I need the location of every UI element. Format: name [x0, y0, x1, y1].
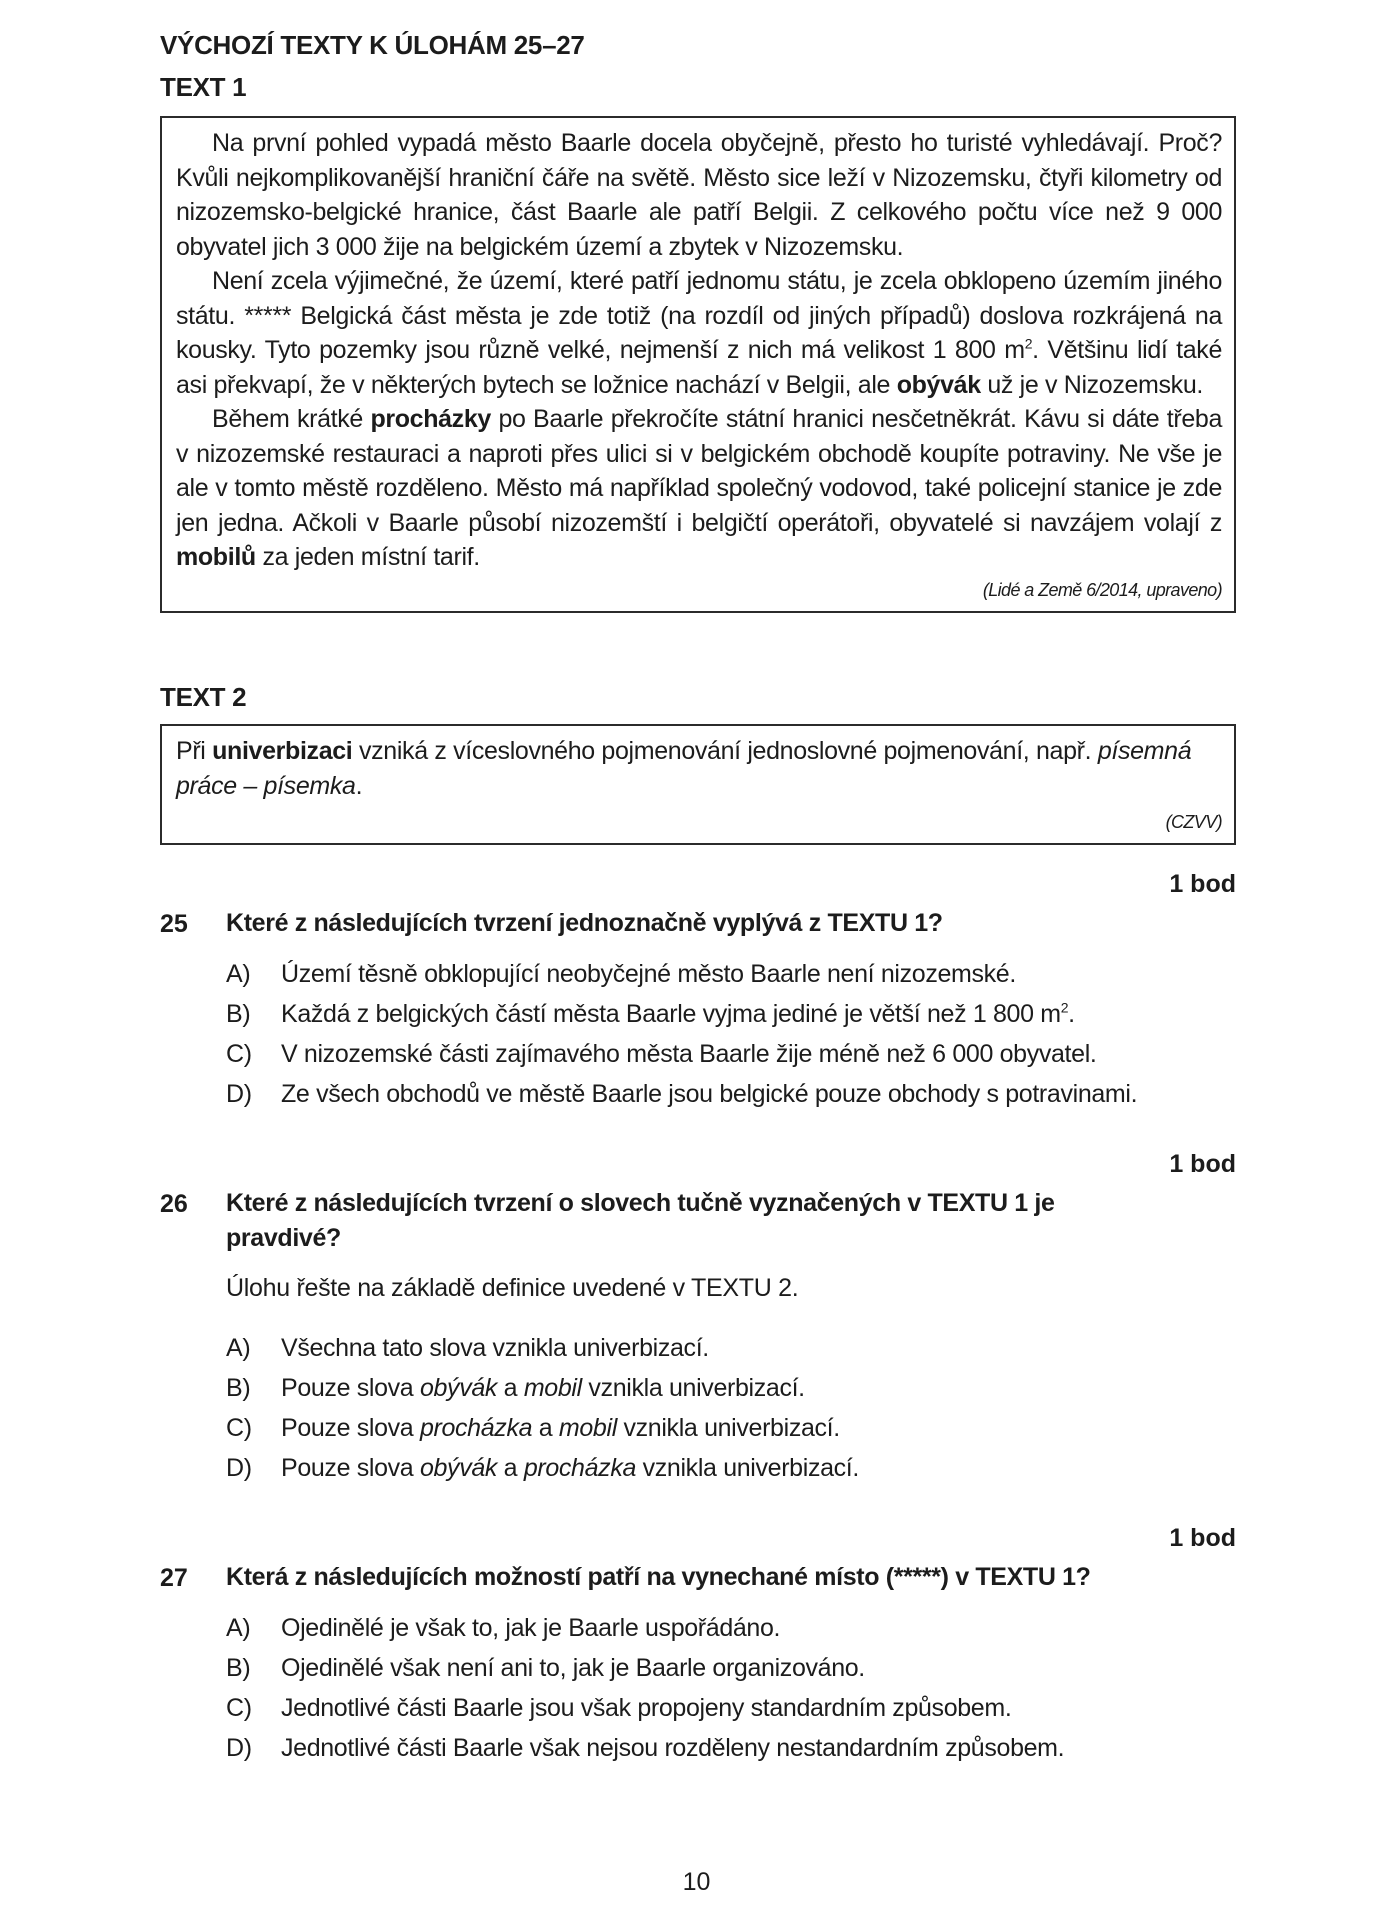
- text2-definition: Při univerbizaci vzniká z víceslovného pojmenování jednoslovné pojmenování, např. písemná práce – písemka.: [176, 737, 1192, 800]
- text2-source: (CZVV): [1165, 812, 1222, 832]
- bold-word-univerbizaci: univerbizaci: [212, 737, 353, 765]
- q25-option-a[interactable]: A) Území těsně obklopující neobyčejné město Baarle není nizozemské.: [226, 960, 1016, 988]
- section-title: VÝCHOZÍ TEXTY K ÚLOHÁM 25–27: [160, 30, 585, 60]
- q26-option-c[interactable]: C) Pouze slova procházka a mobil vznikla univerbizací.: [226, 1414, 840, 1442]
- bold-word-obyvak: obývák: [896, 370, 981, 399]
- q27-option-c[interactable]: C) Jednotlivé části Baarle jsou však propojeny standardním způsobem.: [226, 1694, 1012, 1722]
- bold-word-mobilu: mobilů: [176, 543, 256, 571]
- text1-label: TEXT 1: [160, 72, 247, 102]
- text1-paragraph-3: Během krátké procházky po Baarle překročíte státní hranici nesčetněkrát. Kávu si dáte třeba v nizozemské restauraci a naproti přes ulici si v belgickém obchodě koupíte potraviny. Ne vše je ale v tomto městě rozděleno. Město má například společný vodovod, také policejní stanice je zde jen jedna. Ačkoli v Baarle působí nizozemští i belgičtí operátoři, obyvatelé si navzájem volají z mobilů za jeden místní tarif.: [176, 405, 1223, 571]
- q25-option-d[interactable]: D) Ze všech obchodů ve městě Baarle jsou belgické pouze obchody s potravinami.: [226, 1080, 1138, 1108]
- q26-option-d[interactable]: D) Pouze slova obývák a procházka vznikla univerbizací.: [226, 1454, 859, 1482]
- text1-box: [160, 116, 1236, 613]
- q27-question: Která z následujících možností patří na vynechané místo (*****) v TEXTU 1?: [226, 1563, 1091, 1591]
- text2-label: TEXT 2: [160, 682, 247, 712]
- page-number: 10: [682, 1868, 711, 1896]
- q25-option-c[interactable]: C) V nizozemské části zajímavého města Baarle žije méně než 6 000 obyvatel.: [226, 1040, 1097, 1068]
- q26-number: 26: [160, 1190, 188, 1218]
- q25-number: 25: [160, 910, 188, 938]
- q27-points: 1 bod: [1169, 1524, 1236, 1552]
- q26-question: Které z následujících tvrzení o slovech tučně vyznačených v TEXTU 1 je pravdivé?: [226, 1189, 1055, 1252]
- q27-option-b[interactable]: B) Ojedinělé však není ani to, jak je Baarle organizováno.: [226, 1654, 865, 1682]
- bold-word-prochazky: procházky: [370, 405, 491, 433]
- q27-option-a[interactable]: A) Ojedinělé je však to, jak je Baarle uspořádáno.: [226, 1614, 781, 1642]
- q26-option-b[interactable]: B) Pouze slova obývák a mobil vznikla univerbizací.: [226, 1374, 805, 1402]
- example-phrase: písemná práce – písemka: [176, 737, 1192, 800]
- text1-paragraph-1: Na první pohled vypadá město Baarle docela obyčejně, přesto ho turisté vyhledávají. Proč? Kvůli nejkomplikovanější hraniční čáře na světě. Město sice leží v Nizozemsku, čtyři kilometry od nizozemsko-belgické hranice, část Baarle ale patří Belgii. Z celkového počtu více než 9 000 obyvatel jich 3 000 žije na belgickém území a zbytek v Nizozemsku.: [176, 129, 1222, 261]
- q26-option-a[interactable]: A) Všechna tato slova vznikla univerbizací.: [226, 1334, 709, 1362]
- text1-paragraph-2: Není zcela výjimečné, že území, které patří jednomu státu, je zcela obklopeno územím jiného státu. ***** Belgická část města je zde totiž (na rozdíl od jiných případů) doslova rozkrájená na kousky. Tyto pozemky jsou různě velké, nejmenší z nich má velikost 1 800 $m^2$. Většinu lidí také asi překvapí, že v některých bytech se ložnice nachází v Belgii, ale obývák už je v Nizozemsku.: [176, 267, 1222, 399]
- q25-question: Které z následujících tvrzení jednoznačně vyplývá z TEXTU 1?: [226, 909, 943, 937]
- text2-box: [160, 724, 1236, 845]
- q25-option-b[interactable]: B) Každá z belgických částí města Baarle vyjma jediné je větší než 1 800 $m^2$.: [226, 999, 1075, 1028]
- q26-points: 1 bod: [1169, 1150, 1236, 1178]
- q25-points: 1 bod: [1169, 870, 1236, 898]
- q27-option-d[interactable]: D) Jednotlivé části Baarle však nejsou rozděleny nestandardním způsobem.: [226, 1734, 1065, 1762]
- q27-number: 27: [160, 1564, 188, 1592]
- text1-source: (Lidé a Země 6/2014, upraveno): [982, 579, 1222, 600]
- q26-instruction: Úlohu řešte na základě definice uvedené v TEXTU 2.: [226, 1274, 799, 1302]
